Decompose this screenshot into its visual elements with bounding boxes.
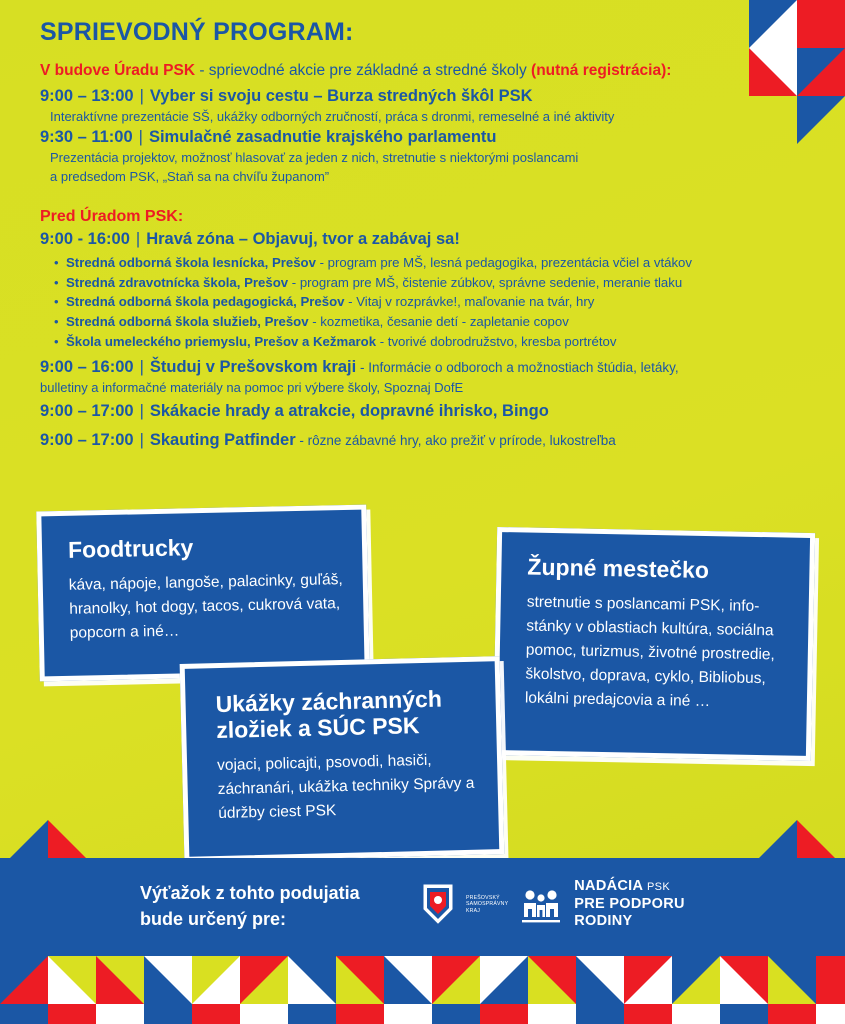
list-item xyxy=(54,253,810,273)
deco-tile xyxy=(816,1004,845,1024)
deco-tile xyxy=(576,1004,624,1024)
item-description: bulletiny a informačné materiály na pomoc pri výbere školy, Spoznaj DofE xyxy=(40,379,464,395)
item-title: Hravá zóna – Objavuj, tvor a zabávaj sa! xyxy=(146,229,460,248)
program-item xyxy=(40,402,810,421)
deco-tile xyxy=(192,956,240,1004)
deco-tile xyxy=(624,1004,672,1024)
deco-tile xyxy=(96,956,144,1004)
deco-tile xyxy=(720,956,768,1004)
deco-tile xyxy=(48,956,96,1004)
school-list xyxy=(40,253,810,352)
deco-tile xyxy=(192,1004,240,1024)
deco-tile xyxy=(528,1004,576,1024)
item-description: Prezentácia projektov, možnosť hlasovať za jeden z nich, stretnutie s niektorými poslancami xyxy=(50,149,579,165)
banner-line-2: bude určený pre: xyxy=(140,909,287,930)
deco-tile xyxy=(240,956,288,1004)
card-body: stretnutie s poslancami PSK, info-stánky v oblastiach kultúra, sociálna pomoc, turizmus, životné prostredie, školstvo, doprava, cyklo, Bibliobus, lokálni predajcovia a iné … xyxy=(524,593,775,710)
card-body: vojaci, policajti, psovodi, hasiči, záchranári, ukážka techniky Správy a údržby ciest PSK xyxy=(216,751,475,822)
deco-tile xyxy=(336,956,384,1004)
program-item xyxy=(40,87,810,106)
item-title: Vyber si svoju cestu – Burza stredných škôl PSK xyxy=(149,87,533,106)
item-title: Simulačné zasadnutie krajského parlamentu xyxy=(148,127,497,146)
item-description: Interaktívne prezentácie SŠ, ukážky odborných zručností, práca s dronmi, remeselné a iné aktivity xyxy=(50,109,615,125)
deco-tile xyxy=(480,956,528,1004)
item-time: 9:00 – 13:00 xyxy=(40,87,134,106)
deco-tile xyxy=(672,956,720,1004)
deco-tile xyxy=(672,1004,720,1024)
card-zupne-mestecko xyxy=(493,527,815,761)
school-detail: - program pre MŠ, lesná pedagogika, prezentácia včiel a vtákov xyxy=(315,254,692,270)
foundation-line-3: RODINY xyxy=(574,913,633,930)
list-item xyxy=(54,292,810,312)
school-detail: - program pre MŠ, čistenie zúbkov, správne sedenie, meranie tlaku xyxy=(288,274,683,290)
banner-line-1: Výťažok z tohto podujatia xyxy=(140,883,360,903)
deco-tile xyxy=(624,956,672,1004)
deco-tile xyxy=(96,1004,144,1024)
program-content xyxy=(40,18,810,452)
card-body: káva, nápoje, langoše, palacinky, guľáš, hranolky, hot dogy, tacos, cukrová vata, popcorn a iné… xyxy=(68,570,343,642)
lead-line xyxy=(40,61,810,81)
group-title-outside: Pred Úradom PSK: xyxy=(40,207,184,225)
deco-tile xyxy=(576,956,624,1004)
deco-tile xyxy=(720,1004,768,1024)
item-separator: | xyxy=(135,229,141,248)
deco-tile xyxy=(528,956,576,1004)
card-heading: Župné mestečko xyxy=(527,553,710,584)
foundation-line-2: PRE PODPORU xyxy=(574,895,685,912)
list-item xyxy=(54,312,810,332)
bottom-banner xyxy=(0,858,845,956)
program-item xyxy=(40,128,810,147)
item-tail: - rôzne zábavné hry, ako prežiť v prírode, lukostreľba xyxy=(295,433,616,449)
item-time: 9:30 – 11:00 xyxy=(40,127,133,146)
card-heading: Foodtrucky xyxy=(67,534,194,563)
program-item xyxy=(40,230,810,249)
lead-bold-2: (nutná registrácia): xyxy=(531,62,672,79)
deco-tile xyxy=(144,1004,192,1024)
item-title: Skákacie hrady a atrakcie, dopravné ihrisko, Bingo xyxy=(149,402,549,421)
item-time: 9:00 - 16:00 xyxy=(40,229,130,248)
deco-tile xyxy=(288,956,336,1004)
foundation-line-1: NADÁCIA xyxy=(574,878,643,894)
deco-tile xyxy=(816,956,845,1004)
card-heading: Ukážky záchranných zložiek a SÚC PSK xyxy=(215,685,443,743)
item-time: 9:00 – 16:00 xyxy=(40,357,134,376)
deco-tile xyxy=(432,956,480,1004)
item-time: 9:00 – 17:00 xyxy=(40,402,134,421)
family-icon xyxy=(518,883,564,927)
school-name: Stredná odborná škola služieb, Prešov xyxy=(66,314,309,330)
school-detail: - tvorivé dobrodružstvo, kresba portrétov xyxy=(376,333,617,349)
page-title: SPRIEVODNÝ PROGRAM: xyxy=(40,18,354,46)
banner-text xyxy=(140,880,410,932)
school-name: Stredná zdravotnícka škola, Prešov xyxy=(66,274,289,290)
deco-tile xyxy=(384,1004,432,1024)
deco-tile xyxy=(768,956,816,1004)
school-name: Škola umeleckého priemyslu, Prešov a Kežmarok xyxy=(66,333,377,349)
school-name: Stredná odborná škola pedagogická, Prešov xyxy=(66,294,345,310)
item-time: 9:00 – 17:00 xyxy=(40,431,134,450)
program-item xyxy=(40,358,810,377)
card-foodtrucky xyxy=(36,505,369,682)
item-title: Skauting Patfinder xyxy=(149,431,296,450)
deco-tile xyxy=(768,1004,816,1024)
item-separator: | xyxy=(139,357,144,376)
item-description-2: a predsedom PSK, „Staň sa na chvíľu županom” xyxy=(50,169,330,185)
foundation-psk: PSK xyxy=(647,881,670,893)
deco-tile xyxy=(384,956,432,1004)
deco-tile xyxy=(0,1004,48,1024)
item-separator: | xyxy=(139,402,144,421)
psk-crest-icon xyxy=(420,883,456,927)
item-separator: | xyxy=(139,431,144,450)
school-detail: - kozmetika, česanie detí - zapletanie copov xyxy=(308,314,569,330)
deco-tile xyxy=(480,1004,528,1024)
deco-tile xyxy=(144,956,192,1004)
deco-tile xyxy=(288,1004,336,1024)
list-item xyxy=(54,273,810,293)
foundation-name xyxy=(574,878,684,931)
item-separator: | xyxy=(139,87,144,106)
crest-caption: PREŠOVSKÝ SAMOSPRÁVNY KRAJ xyxy=(466,894,509,914)
lead-bold-1: V budove Úradu PSK xyxy=(40,62,196,79)
deco-tile xyxy=(0,956,48,1004)
deco-tile xyxy=(48,1004,96,1024)
school-name: Stredná odborná škola lesnícka, Prešov xyxy=(66,254,316,270)
list-item xyxy=(54,332,810,352)
item-title: Študuj v Prešovskom kraji xyxy=(149,357,357,376)
school-detail: - Vitaj v rozprávke!, maľovanie na tvár, hry xyxy=(344,294,595,310)
card-ukazky-zachrannych-zloziek xyxy=(180,656,505,862)
logo-group xyxy=(420,878,685,931)
item-tail: - Informácie o odboroch a možnostiach štúdia, letáky, xyxy=(356,359,679,375)
lead-normal: - sprievodné akcie pre základné a stredné školy xyxy=(195,62,532,79)
program-item xyxy=(40,431,810,450)
deco-tile xyxy=(336,1004,384,1024)
deco-tile xyxy=(432,1004,480,1024)
deco-tile xyxy=(240,1004,288,1024)
item-separator: | xyxy=(138,127,143,146)
